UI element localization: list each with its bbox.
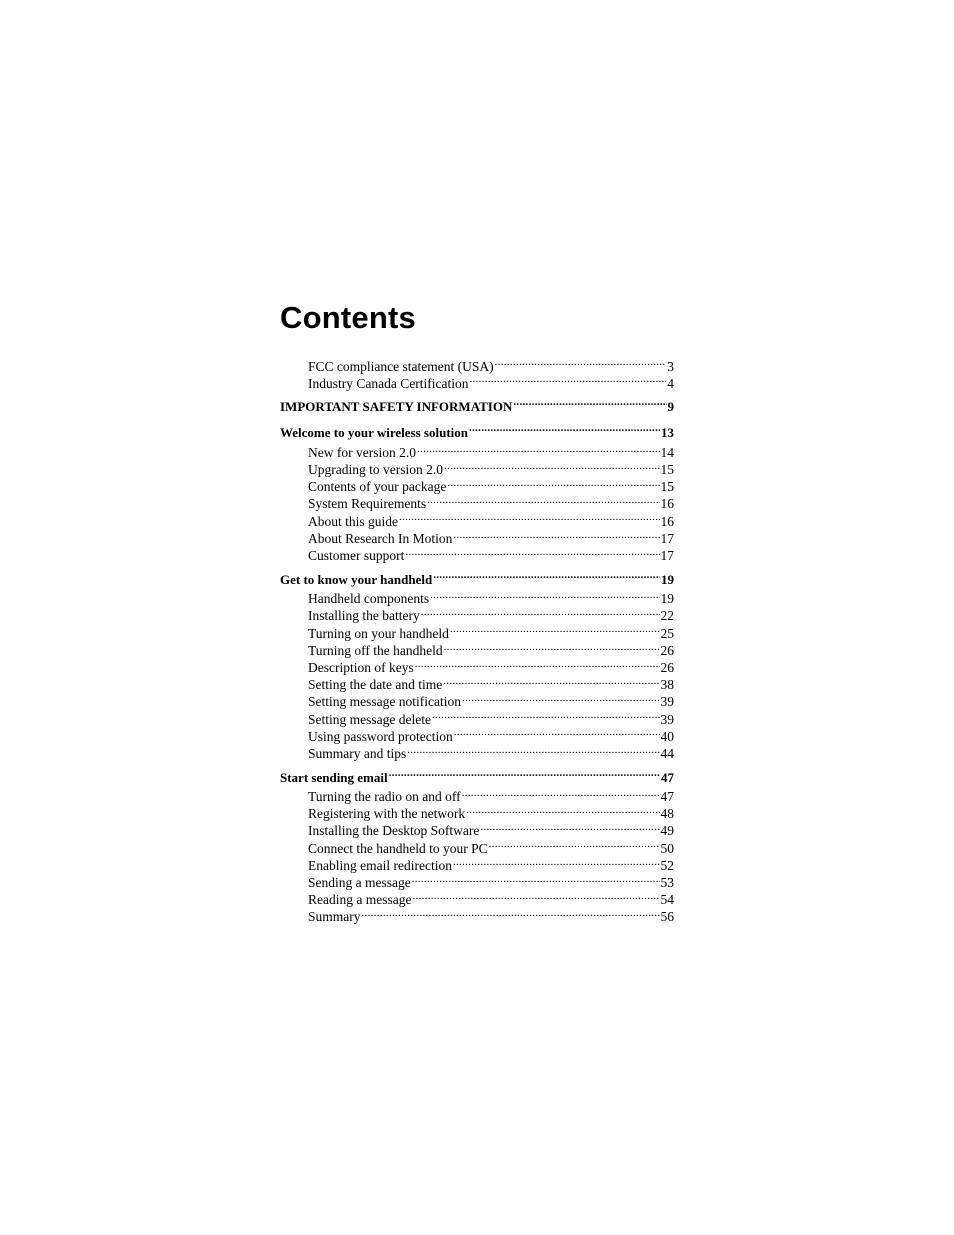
toc-entry-label: FCC compliance statement (USA) bbox=[308, 358, 494, 374]
toc-section-heading[interactable] bbox=[280, 570, 674, 590]
toc-page-number: 50 bbox=[660, 840, 674, 856]
toc-page-number: 26 bbox=[660, 642, 674, 658]
toc-page-number: 54 bbox=[660, 892, 674, 908]
toc-entry-label: Connect the handheld to your PC bbox=[308, 840, 488, 856]
dot-leader bbox=[466, 805, 659, 819]
toc-page-number: 22 bbox=[660, 608, 674, 624]
toc-entry[interactable] bbox=[280, 495, 674, 512]
toc-entry-label: Turning the radio on and off bbox=[308, 789, 461, 805]
dot-leader bbox=[444, 641, 660, 655]
toc-page-number: 52 bbox=[660, 857, 674, 873]
toc-page-number: 40 bbox=[660, 728, 674, 744]
toc-section bbox=[280, 768, 674, 926]
toc-page-number: 26 bbox=[660, 659, 674, 675]
dot-leader bbox=[495, 357, 667, 371]
toc-entry-label: Customer support bbox=[308, 548, 405, 563]
toc-entry[interactable] bbox=[280, 590, 674, 607]
toc-page-number: 15 bbox=[660, 479, 674, 495]
toc-entry-label: Summary and tips bbox=[308, 745, 407, 761]
dot-leader bbox=[417, 443, 660, 457]
toc-entry-label: Setting the date and time bbox=[308, 677, 443, 693]
toc-section bbox=[280, 423, 674, 563]
toc-entry[interactable] bbox=[280, 478, 674, 495]
toc-entry[interactable] bbox=[280, 512, 674, 529]
toc-entry[interactable] bbox=[280, 693, 674, 710]
toc-entry-label: Start sending email bbox=[280, 769, 388, 785]
toc-page-number: 17 bbox=[660, 548, 674, 563]
dot-leader bbox=[513, 398, 666, 411]
dot-leader bbox=[447, 478, 659, 492]
dot-leader bbox=[407, 744, 659, 758]
toc-section bbox=[280, 570, 674, 762]
toc-page-number: 16 bbox=[660, 496, 674, 512]
toc-entry-label: Turning on your handheld bbox=[308, 625, 449, 641]
dot-leader bbox=[427, 495, 659, 509]
toc-entry[interactable] bbox=[280, 874, 674, 891]
dot-leader bbox=[453, 856, 660, 870]
toc-entry[interactable] bbox=[280, 547, 674, 564]
toc-entry-label: System Requirements bbox=[308, 496, 427, 512]
toc-page-number: 44 bbox=[660, 745, 674, 761]
toc-page-number: 19 bbox=[661, 571, 674, 587]
dot-leader bbox=[469, 424, 660, 437]
toc-entry[interactable] bbox=[280, 839, 674, 856]
dot-leader bbox=[454, 727, 660, 741]
toc-entry-label: Contents of your package bbox=[308, 479, 447, 495]
dot-leader bbox=[432, 710, 660, 724]
toc-entry[interactable] bbox=[280, 641, 674, 658]
dot-leader bbox=[412, 874, 660, 888]
dot-leader bbox=[450, 624, 660, 638]
toc-entry[interactable] bbox=[280, 658, 674, 675]
dot-leader bbox=[444, 461, 660, 475]
toc-page-number: 19 bbox=[660, 591, 674, 607]
toc-page-number: 4 bbox=[667, 375, 674, 391]
toc-entry[interactable] bbox=[280, 443, 674, 460]
toc-entry[interactable] bbox=[280, 710, 674, 727]
toc-entry-label: Installing the battery bbox=[308, 608, 420, 624]
toc-entry-label: Welcome to your wireless solution bbox=[280, 425, 469, 441]
toc-entry-label: About this guide bbox=[308, 513, 398, 529]
dot-leader bbox=[415, 658, 660, 672]
dot-leader bbox=[462, 788, 660, 802]
toc-entry[interactable] bbox=[280, 607, 674, 624]
toc-entry-label: Handheld components bbox=[308, 591, 430, 607]
toc-entry[interactable] bbox=[280, 744, 674, 761]
dot-leader bbox=[399, 512, 660, 526]
toc-entry-label: Registering with the network bbox=[308, 806, 466, 822]
dot-leader bbox=[443, 676, 659, 690]
toc-entry[interactable] bbox=[280, 374, 674, 391]
toc-page-number: 49 bbox=[660, 823, 674, 839]
toc-section bbox=[280, 397, 674, 417]
dot-leader bbox=[433, 571, 660, 584]
dot-leader bbox=[362, 908, 660, 922]
toc-entry[interactable] bbox=[280, 788, 674, 805]
toc-entry[interactable] bbox=[280, 676, 674, 693]
dot-leader bbox=[480, 822, 659, 836]
toc-page-number: 17 bbox=[660, 530, 674, 546]
table-of-contents bbox=[280, 357, 674, 925]
toc-entry[interactable] bbox=[280, 529, 674, 546]
dot-leader bbox=[489, 839, 660, 853]
toc-page-number: 16 bbox=[660, 513, 674, 529]
toc-page-number: 53 bbox=[660, 875, 674, 890]
toc-entry-label: New for version 2.0 bbox=[308, 444, 416, 460]
toc-section-heading[interactable] bbox=[280, 397, 674, 417]
toc-page-number: 3 bbox=[667, 358, 674, 374]
toc-entry[interactable] bbox=[280, 891, 674, 908]
toc-entry[interactable] bbox=[280, 461, 674, 478]
toc-entry[interactable] bbox=[280, 357, 674, 374]
toc-entry-label: Industry Canada Certification bbox=[308, 375, 469, 391]
toc-section-heading[interactable] bbox=[280, 423, 674, 443]
toc-entry-label: Summary bbox=[308, 909, 361, 925]
dot-leader bbox=[462, 693, 660, 707]
toc-entry-label: IMPORTANT SAFETY INFORMATION bbox=[280, 399, 513, 415]
dot-leader bbox=[405, 547, 659, 561]
page-title: Contents bbox=[280, 300, 416, 335]
toc-entry[interactable] bbox=[280, 624, 674, 641]
toc-page-number: 25 bbox=[660, 625, 674, 641]
toc-entry[interactable] bbox=[280, 727, 674, 744]
toc-entry-label: Setting message delete bbox=[308, 711, 431, 727]
toc-entry-label: Sending a message bbox=[308, 875, 411, 890]
toc-entry[interactable] bbox=[280, 822, 674, 839]
toc-entry-label: Reading a message bbox=[308, 892, 412, 908]
dot-leader bbox=[469, 374, 666, 388]
toc-section bbox=[280, 357, 674, 391]
toc-entry-label: Using password protection bbox=[308, 728, 453, 744]
toc-section-heading[interactable] bbox=[280, 768, 674, 788]
toc-entry-label: Setting message notification bbox=[308, 694, 461, 710]
toc-entry-label: Enabling email redirection bbox=[308, 857, 452, 873]
toc-page-number: 9 bbox=[667, 399, 674, 415]
toc-page-number: 48 bbox=[660, 806, 674, 822]
toc-entry-label: Get to know your handheld bbox=[280, 571, 433, 587]
toc-page-number: 38 bbox=[660, 677, 674, 693]
dot-leader bbox=[453, 529, 659, 543]
dot-leader bbox=[430, 590, 659, 604]
toc-entry-label: Description of keys bbox=[308, 659, 414, 675]
toc-entry-label: Turning off the handheld bbox=[308, 642, 443, 658]
dot-leader bbox=[412, 891, 659, 905]
toc-entry-label: About Research In Motion bbox=[308, 530, 453, 546]
toc-entry[interactable] bbox=[280, 908, 674, 925]
toc-page-number: 39 bbox=[660, 711, 674, 727]
toc-page-number: 47 bbox=[661, 769, 674, 785]
toc-entry[interactable] bbox=[280, 805, 674, 822]
toc-entry-label: Upgrading to version 2.0 bbox=[308, 462, 443, 478]
toc-entry-label: Installing the Desktop Software bbox=[308, 823, 480, 839]
toc-page-number: 13 bbox=[661, 425, 674, 441]
toc-page-number: 47 bbox=[660, 789, 674, 805]
dot-leader bbox=[389, 769, 660, 782]
toc-entry[interactable] bbox=[280, 856, 674, 873]
toc-page-number: 39 bbox=[660, 694, 674, 710]
toc-page-number: 14 bbox=[660, 444, 674, 460]
toc-page-number: 15 bbox=[660, 462, 674, 478]
toc-page-number: 56 bbox=[660, 909, 674, 925]
dot-leader bbox=[421, 607, 660, 621]
